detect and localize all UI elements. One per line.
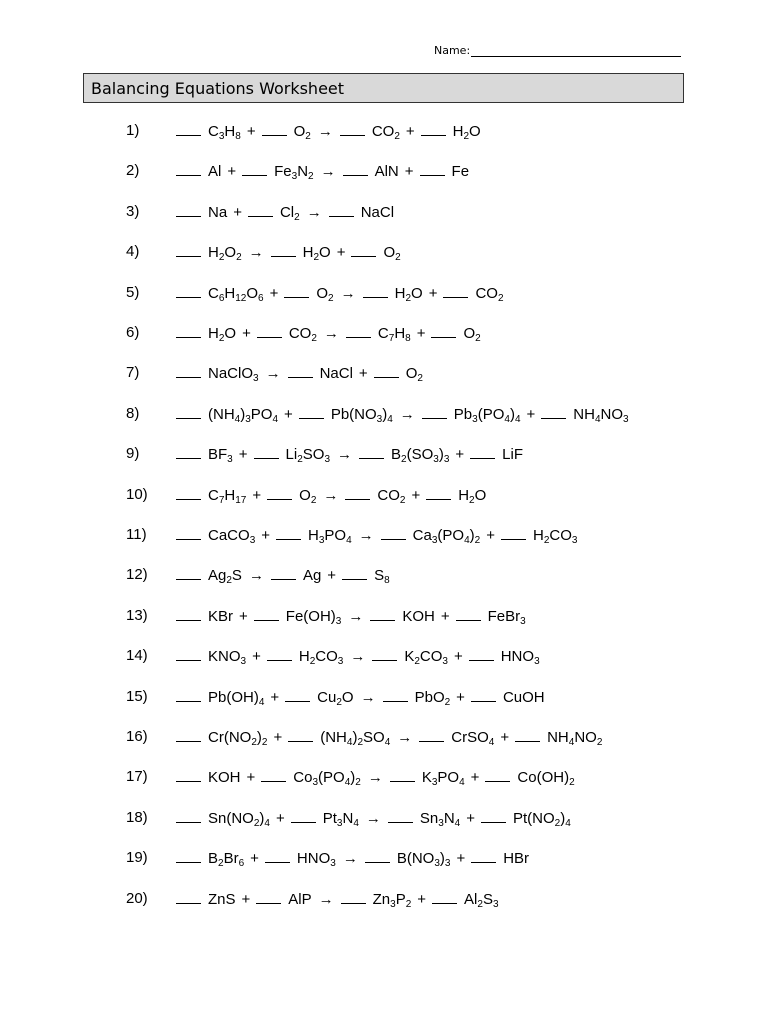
formula: KOH bbox=[208, 769, 241, 787]
equation-row bbox=[0, 768, 640, 790]
coefficient-blank[interactable] bbox=[176, 849, 201, 863]
plus-sign: + bbox=[440, 607, 450, 625]
equation-row bbox=[0, 849, 640, 871]
arrow-icon: → bbox=[348, 607, 364, 625]
equation-number: 15) bbox=[126, 687, 148, 705]
coefficient-blank[interactable] bbox=[254, 607, 279, 621]
formula: $H_2CO_3$ bbox=[298, 648, 344, 668]
plus-sign: + bbox=[466, 809, 475, 827]
formula: $H_2O$ bbox=[208, 325, 237, 344]
equation-body bbox=[176, 445, 523, 466]
coefficient-blank[interactable] bbox=[176, 566, 201, 580]
formula: $HNO_3$ bbox=[296, 850, 336, 870]
equation-body bbox=[176, 324, 481, 342]
formula: $O_2$ bbox=[293, 123, 311, 142]
equation-number: 6) bbox=[126, 324, 140, 341]
coefficient-blank[interactable] bbox=[420, 162, 445, 176]
formula: $K_3PO_4$ bbox=[421, 769, 465, 789]
plus-sign: + bbox=[404, 163, 414, 181]
equation-number: 18) bbox=[126, 808, 148, 826]
equation-number: 2) bbox=[126, 162, 140, 180]
formula: $B_2(SO_3)_3$ bbox=[391, 446, 450, 466]
formula: $Li_2SO_3$ bbox=[285, 446, 330, 466]
coefficient-blank[interactable] bbox=[431, 324, 456, 338]
equation-row bbox=[0, 607, 640, 629]
equation-row bbox=[0, 566, 640, 588]
formula: CrSO$_4$ bbox=[451, 729, 495, 748]
coefficient-blank[interactable] bbox=[541, 405, 566, 419]
plus-sign: + bbox=[252, 486, 262, 504]
equation-row bbox=[0, 122, 640, 144]
arrow-icon: → bbox=[365, 809, 381, 827]
plus-sign: + bbox=[284, 405, 293, 423]
formula: $Cu_2O$ bbox=[317, 688, 354, 708]
arrow-icon: → bbox=[397, 729, 413, 746]
formula: $O_2$ bbox=[463, 325, 481, 344]
formula: CaCO$_3$ bbox=[208, 527, 256, 546]
formula: NaCl bbox=[319, 365, 353, 383]
formula: Na bbox=[208, 203, 228, 221]
formula: $K_2CO_3$ bbox=[404, 648, 448, 668]
coefficient-blank[interactable] bbox=[176, 122, 201, 136]
formula: $C_3H_8$ bbox=[208, 123, 241, 142]
equation-number: 1) bbox=[126, 122, 140, 139]
coefficient-blank[interactable] bbox=[471, 849, 496, 863]
formula: $H_2CO_3$ bbox=[532, 527, 578, 546]
equation-row bbox=[0, 203, 640, 225]
coefficient-blank[interactable] bbox=[421, 122, 446, 136]
equation-row bbox=[0, 526, 640, 548]
equation-body bbox=[176, 405, 629, 423]
formula: $Ag_2S$ bbox=[208, 567, 242, 587]
coefficient-blank[interactable] bbox=[299, 405, 324, 419]
formula: Al bbox=[208, 163, 222, 181]
equation-body bbox=[176, 647, 540, 668]
formula: $Sn_3N_4$ bbox=[419, 809, 461, 829]
coefficient-blank[interactable] bbox=[343, 162, 368, 176]
plus-sign: + bbox=[241, 890, 251, 908]
coefficient-blank[interactable] bbox=[256, 890, 281, 904]
equation-body bbox=[176, 162, 470, 183]
formula: $Fe_3N_2$ bbox=[274, 163, 314, 183]
coefficient-blank[interactable] bbox=[242, 162, 267, 176]
formula: $O_2$ bbox=[316, 284, 334, 304]
formula: $H_2O_2$ bbox=[208, 244, 242, 264]
coefficient-blank[interactable] bbox=[469, 647, 494, 661]
arrow-icon: → bbox=[323, 486, 339, 504]
formula: $H_2O$ bbox=[452, 123, 481, 142]
formula: $HNO_3$ bbox=[500, 648, 540, 668]
coefficient-blank[interactable] bbox=[359, 445, 384, 459]
arrow-icon: → bbox=[317, 123, 333, 140]
coefficient-blank[interactable] bbox=[341, 890, 366, 904]
arrow-icon: → bbox=[337, 446, 352, 464]
coefficient-blank[interactable] bbox=[176, 445, 201, 459]
plus-sign: + bbox=[417, 890, 427, 908]
plus-sign: + bbox=[242, 325, 251, 342]
formula: Fe bbox=[451, 163, 470, 181]
name-label: Name: bbox=[434, 44, 471, 57]
coefficient-blank[interactable] bbox=[470, 445, 495, 459]
equation-body bbox=[176, 728, 602, 746]
equation-number: 17) bbox=[126, 768, 148, 786]
plus-sign: + bbox=[453, 648, 463, 666]
equation-number: 8) bbox=[126, 404, 140, 422]
coefficient-blank[interactable] bbox=[329, 203, 354, 217]
formula: $B_2Br_6$ bbox=[208, 850, 245, 870]
coefficient-blank[interactable] bbox=[346, 324, 371, 338]
coefficient-blank[interactable] bbox=[426, 486, 451, 500]
coefficient-blank[interactable] bbox=[285, 688, 310, 702]
arrow-icon: → bbox=[358, 527, 374, 544]
arrow-icon: → bbox=[399, 405, 415, 423]
equation-body bbox=[176, 607, 526, 625]
formula: $Pt(NO_2)_4$ bbox=[512, 809, 571, 829]
equation-row bbox=[0, 324, 640, 346]
formula: $S_8$ bbox=[374, 567, 390, 587]
coefficient-blank[interactable] bbox=[422, 405, 447, 419]
coefficient-blank[interactable] bbox=[176, 162, 201, 176]
plus-sign: + bbox=[261, 527, 271, 544]
coefficient-blank[interactable] bbox=[276, 526, 301, 540]
formula: $Zn_3P_2$ bbox=[372, 890, 412, 910]
coefficient-blank[interactable] bbox=[340, 122, 365, 136]
equation-number: 7) bbox=[126, 364, 140, 382]
formula: $Pb_3(PO_4)_4$ bbox=[453, 405, 521, 425]
plus-sign: + bbox=[238, 446, 248, 464]
equation-row bbox=[0, 486, 640, 508]
equation-number: 12) bbox=[126, 566, 148, 584]
coefficient-blank[interactable] bbox=[485, 768, 510, 782]
coefficient-blank[interactable] bbox=[267, 486, 292, 500]
coefficient-blank[interactable] bbox=[176, 364, 201, 378]
coefficient-blank[interactable] bbox=[176, 526, 201, 540]
coefficient-blank[interactable] bbox=[388, 809, 413, 823]
coefficient-blank[interactable] bbox=[176, 768, 201, 782]
coefficient-blank[interactable] bbox=[257, 324, 282, 338]
equation-body bbox=[176, 688, 545, 706]
equation-body bbox=[176, 486, 486, 504]
equation-number: 19) bbox=[126, 849, 148, 867]
plus-sign: + bbox=[250, 850, 259, 868]
arrow-icon: → bbox=[306, 203, 322, 221]
equation-body bbox=[176, 849, 530, 870]
arrow-icon: → bbox=[265, 365, 281, 383]
formula: $H_2O$ bbox=[302, 244, 331, 264]
coefficient-blank[interactable] bbox=[481, 809, 506, 823]
equation-row bbox=[0, 405, 640, 427]
plus-sign: + bbox=[416, 325, 426, 342]
arrow-icon: → bbox=[248, 567, 264, 585]
plus-sign: + bbox=[273, 729, 283, 746]
coefficient-blank[interactable] bbox=[271, 566, 296, 580]
coefficient-blank[interactable] bbox=[176, 688, 201, 702]
formula: $C_7H_8$ bbox=[377, 325, 411, 344]
coefficient-blank[interactable] bbox=[176, 405, 201, 419]
arrow-icon: → bbox=[320, 163, 336, 181]
formula: $NH_4NO_2$ bbox=[547, 729, 603, 748]
formula: ZnS bbox=[208, 890, 236, 908]
plus-sign: + bbox=[227, 163, 237, 181]
formula: $Co_3(PO_4)_2$ bbox=[293, 769, 361, 789]
worksheet-title: Balancing Equations Worksheet bbox=[91, 78, 345, 98]
coefficient-blank[interactable] bbox=[271, 243, 296, 257]
formula: $O_2$ bbox=[299, 486, 317, 506]
coefficient-blank[interactable] bbox=[176, 607, 201, 621]
equation-body bbox=[176, 890, 499, 908]
equation-number: 5) bbox=[126, 283, 140, 301]
plus-sign: + bbox=[246, 123, 256, 140]
plus-sign: + bbox=[526, 405, 536, 423]
arrow-icon: → bbox=[340, 284, 356, 302]
formula: NaClO$_3$ bbox=[208, 365, 259, 385]
coefficient-blank[interactable] bbox=[383, 688, 408, 702]
arrow-icon: → bbox=[323, 325, 339, 342]
plus-sign: + bbox=[336, 244, 346, 262]
formula: HBr bbox=[503, 850, 530, 868]
formula: $CO_2$ bbox=[371, 123, 400, 142]
coefficient-blank[interactable] bbox=[261, 768, 286, 782]
coefficient-blank[interactable] bbox=[254, 445, 279, 459]
equation-number: 16) bbox=[126, 728, 148, 745]
formula: $H_3PO_4$ bbox=[308, 527, 352, 546]
formula: NaCl bbox=[360, 203, 395, 221]
plus-sign: + bbox=[358, 365, 368, 383]
arrow-icon: → bbox=[350, 648, 366, 666]
formula: LiF bbox=[502, 446, 523, 464]
equation-number: 4) bbox=[126, 243, 140, 261]
coefficient-blank[interactable] bbox=[381, 526, 406, 540]
arrow-icon: → bbox=[367, 769, 383, 787]
coefficient-blank[interactable] bbox=[284, 284, 309, 298]
plus-sign: + bbox=[269, 284, 279, 302]
arrow-icon: → bbox=[318, 890, 334, 908]
coefficient-blank[interactable] bbox=[176, 324, 201, 338]
plus-sign: + bbox=[428, 284, 438, 302]
plus-sign: + bbox=[470, 769, 480, 787]
plus-sign: + bbox=[486, 527, 495, 544]
formula: $NH_4NO_3$ bbox=[573, 405, 629, 425]
formula: $H_2O$ bbox=[458, 486, 487, 506]
coefficient-blank[interactable] bbox=[345, 486, 370, 500]
equation-number: 14) bbox=[126, 647, 148, 665]
coefficient-blank[interactable] bbox=[176, 203, 201, 217]
coefficient-blank[interactable] bbox=[176, 890, 201, 904]
formula: $Cr(NO_2)_2$ bbox=[208, 729, 268, 748]
equation-body bbox=[176, 768, 575, 789]
coefficient-blank[interactable] bbox=[176, 284, 201, 298]
equation-row bbox=[0, 445, 640, 467]
equation-body bbox=[176, 284, 504, 302]
coefficient-blank[interactable] bbox=[265, 849, 290, 863]
formula: Ag bbox=[302, 567, 322, 585]
coefficient-blank[interactable] bbox=[176, 728, 201, 742]
equation-row bbox=[0, 688, 640, 710]
equation-row bbox=[0, 162, 640, 184]
coefficient-blank[interactable] bbox=[432, 890, 457, 904]
formula: $O_2$ bbox=[383, 244, 401, 264]
equation-number: 20) bbox=[126, 889, 148, 907]
formula: $Pb(OH)_4$ bbox=[208, 688, 265, 708]
plus-sign: + bbox=[500, 729, 510, 746]
equation-body bbox=[176, 122, 481, 140]
coefficient-blank[interactable] bbox=[288, 728, 313, 742]
formula: CuOH bbox=[502, 688, 545, 706]
coefficient-blank[interactable] bbox=[342, 566, 367, 580]
plus-sign: + bbox=[252, 648, 261, 666]
formula: PbO$_2$ bbox=[414, 688, 451, 708]
formula: FeBr$_3$ bbox=[487, 607, 526, 627]
formula: $O_2$ bbox=[405, 365, 423, 385]
formula: $CO_2$ bbox=[377, 486, 406, 506]
coefficient-blank[interactable] bbox=[267, 647, 292, 661]
formula: $CO_2$ bbox=[475, 284, 504, 304]
coefficient-blank[interactable] bbox=[515, 728, 540, 742]
equation-body bbox=[176, 203, 394, 221]
coefficient-blank[interactable] bbox=[471, 688, 496, 702]
equation-row bbox=[0, 809, 640, 831]
coefficient-blank[interactable] bbox=[390, 768, 415, 782]
coefficient-blank[interactable] bbox=[370, 607, 395, 621]
coefficient-blank[interactable] bbox=[419, 728, 444, 742]
equation-row bbox=[0, 364, 640, 386]
plus-sign: + bbox=[405, 123, 415, 140]
formula: $C_6H_{12}O_6$ bbox=[208, 284, 264, 304]
equation-number: 11) bbox=[126, 526, 147, 543]
plus-sign: + bbox=[239, 607, 248, 625]
formula: $Fe(OH)_3$ bbox=[285, 607, 342, 627]
coefficient-blank[interactable] bbox=[288, 364, 313, 378]
formula: $(NH_4)_3PO_4$ bbox=[208, 405, 279, 425]
coefficient-blank[interactable] bbox=[176, 486, 201, 500]
formula: $BF_3$ bbox=[208, 446, 233, 466]
equation-body bbox=[176, 566, 390, 587]
formula: $B(NO_3)_3$ bbox=[396, 850, 451, 870]
equation-number: 3) bbox=[126, 202, 140, 220]
plus-sign: + bbox=[456, 688, 465, 706]
equation-row bbox=[0, 284, 640, 306]
arrow-icon: → bbox=[342, 850, 358, 868]
equation-body bbox=[176, 364, 423, 385]
coefficient-blank[interactable] bbox=[176, 647, 201, 661]
formula: AlN bbox=[374, 163, 399, 181]
formula: AlP bbox=[288, 890, 312, 908]
coefficient-blank[interactable] bbox=[372, 647, 397, 661]
coefficient-blank[interactable] bbox=[262, 122, 287, 136]
equation-row bbox=[0, 243, 640, 265]
plus-sign: + bbox=[327, 567, 337, 585]
coefficient-blank[interactable] bbox=[374, 364, 399, 378]
equation-number: 10) bbox=[126, 485, 148, 503]
plus-sign: + bbox=[233, 203, 242, 221]
formula: $Sn(NO_2)_4$ bbox=[208, 809, 270, 829]
plus-sign: + bbox=[246, 769, 256, 787]
formula: $CO_2$ bbox=[288, 325, 317, 344]
formula: $Ca_3(PO_4)_2$ bbox=[412, 527, 481, 546]
equation-number: 9) bbox=[126, 445, 140, 463]
plus-sign: + bbox=[411, 486, 421, 504]
equation-body bbox=[176, 809, 571, 827]
formula: $H_2O$ bbox=[394, 284, 423, 304]
arrow-icon: → bbox=[360, 688, 376, 706]
formula: $Co(OH)_2$ bbox=[517, 769, 575, 789]
equation-row bbox=[0, 728, 640, 750]
formula: $Al_2S_3$ bbox=[464, 890, 499, 910]
coefficient-blank[interactable] bbox=[443, 284, 468, 298]
equation-body bbox=[176, 243, 401, 264]
coefficient-blank[interactable] bbox=[176, 243, 201, 257]
coefficient-blank[interactable] bbox=[248, 203, 273, 217]
plus-sign: + bbox=[270, 688, 280, 706]
formula: $C_7H_{17}$ bbox=[208, 486, 247, 506]
plus-sign: + bbox=[455, 446, 465, 464]
plus-sign: + bbox=[456, 850, 466, 868]
coefficient-blank[interactable] bbox=[501, 526, 526, 540]
coefficient-blank[interactable] bbox=[363, 284, 388, 298]
formula: KBr bbox=[208, 607, 234, 625]
formula: KOH bbox=[402, 607, 435, 625]
coefficient-blank[interactable] bbox=[351, 243, 376, 257]
equation-number: 13) bbox=[126, 606, 148, 624]
formula: $KNO_3$ bbox=[208, 648, 247, 668]
coefficient-blank[interactable] bbox=[176, 809, 201, 823]
coefficient-blank[interactable] bbox=[365, 849, 390, 863]
equation-row bbox=[0, 647, 640, 669]
coefficient-blank[interactable] bbox=[456, 607, 481, 621]
equation-body bbox=[176, 526, 577, 544]
arrow-icon: → bbox=[248, 244, 264, 262]
coefficient-blank[interactable] bbox=[291, 809, 316, 823]
formula: $Cl_2$ bbox=[279, 203, 300, 223]
formula: $(NH_4)_2SO_4$ bbox=[320, 729, 391, 748]
plus-sign: + bbox=[275, 809, 285, 827]
formula: $Pb(NO_3)_4$ bbox=[330, 405, 393, 425]
formula: $Pt_3N_4$ bbox=[322, 809, 359, 829]
equation-row bbox=[0, 890, 640, 912]
